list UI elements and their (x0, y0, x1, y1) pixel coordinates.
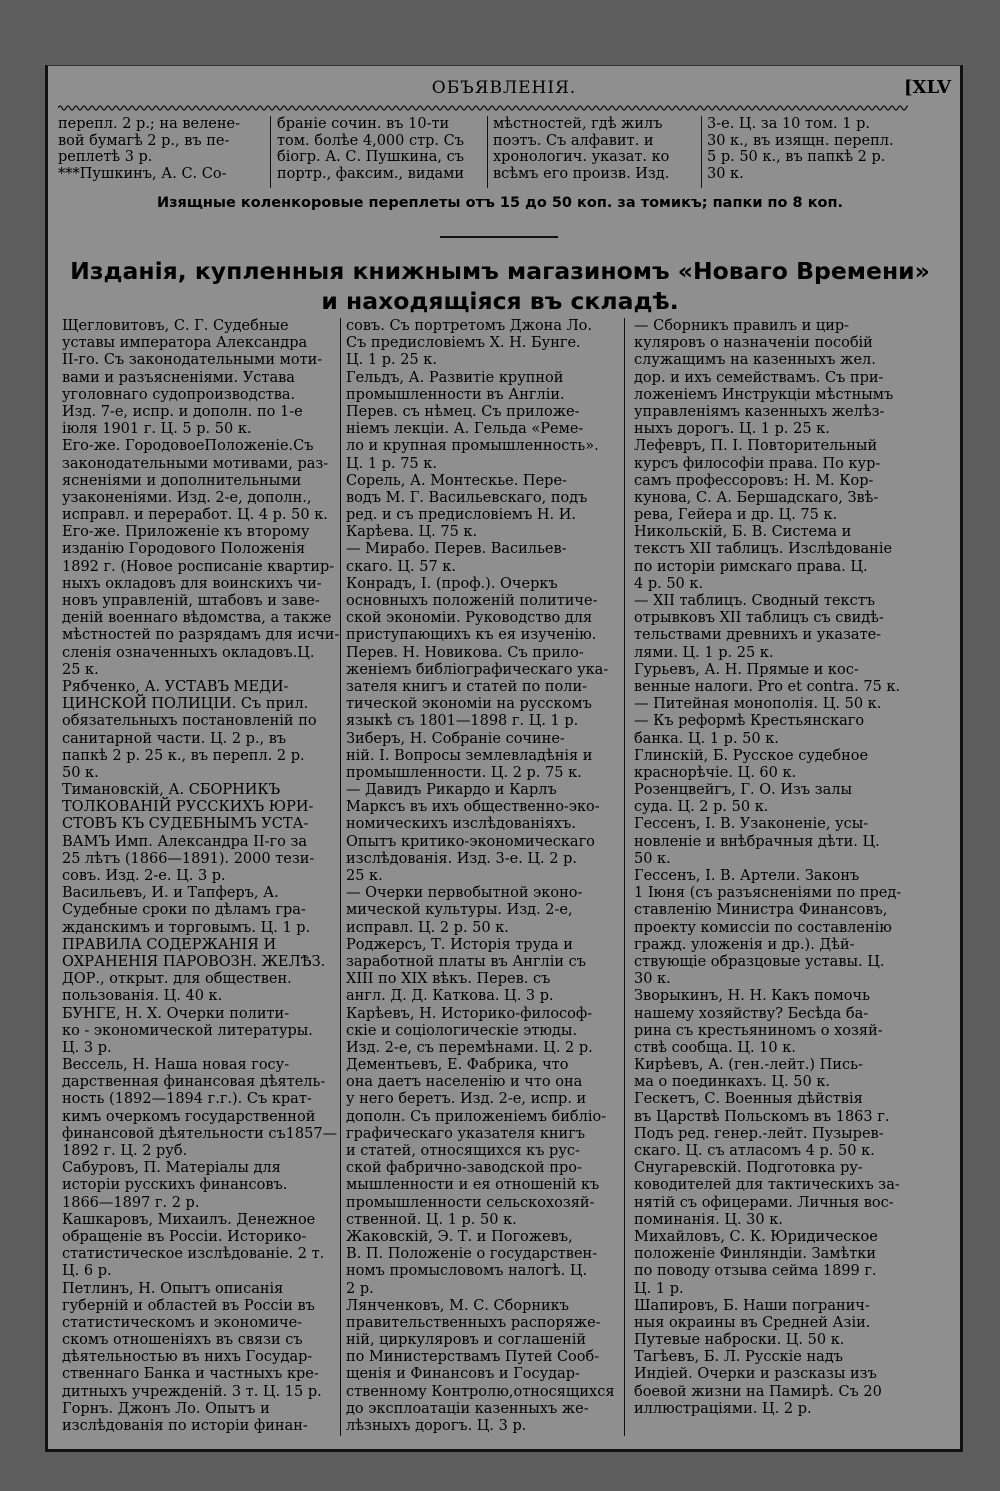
catalog-line: 1 Іюня (съ разъясненіями по пред- (634, 885, 902, 902)
catalog-line: — Давидъ Рикардо и Карлъ (346, 782, 557, 799)
running-head (45, 75, 963, 101)
catalog-line: папкѣ 2 р. 25 к., въ перепл. 2 р. (62, 747, 305, 764)
section-title (0, 256, 1000, 316)
catalog-line: изданію Городового Положенія (62, 541, 306, 558)
catalog-line: банка. Ц. 1 р. 50 к. (634, 730, 779, 747)
catalog-line: служащимъ на казенныхъ жел. (634, 352, 876, 369)
top-continuation-block (58, 116, 910, 188)
top-line: всѣмъ его произв. Изд. (493, 165, 670, 182)
catalog-line: положеніе Финляндіи. Замѣтки (634, 1246, 877, 1263)
catalog-line: она даетъ населенію и что она (346, 1074, 583, 1091)
catalog-line: ОХРАНЕНІЯ ПАРОВОЗН. ЖЕЛѢЗ. (62, 953, 326, 970)
catalog-column-2 (346, 318, 625, 1436)
catalog-line: законодательными мотивами, раз- (62, 455, 329, 472)
catalog-line: В. П. Положеніе о государствен- (346, 1246, 598, 1263)
catalog-line: обязательныхъ постановленій по (62, 713, 317, 730)
top-line: 3-е. Ц. за 10 том. 1 р. (707, 116, 870, 132)
catalog-line: текстъ XII таблицъ. Изслѣдованіе (634, 541, 893, 558)
catalog-line: по поводу отзыва сейма 1899 г. (634, 1263, 877, 1280)
catalog-line: — Сборникъ правилъ и цир- (634, 318, 850, 334)
catalog-line: 30 к. (634, 971, 671, 988)
catalog-line: ныя окраины въ Средней Азіи. (634, 1314, 871, 1331)
catalog-line: ководителей для тактическихъ за- (634, 1177, 900, 1194)
catalog-line: Щегловитовъ, С. Г. Судебные (62, 318, 289, 334)
catalog-line: совъ. Съ портретомъ Джона Ло. (346, 318, 593, 334)
catalog-line: Дементьевъ, Е. Фабрика, что (346, 1057, 569, 1074)
catalog-line: вами и разъясненіями. Устава (62, 369, 295, 386)
catalog-line: иллюстраціями. Ц. 2 р. (634, 1400, 812, 1417)
catalog-line: Путевые наброски. Ц. 50 к. (634, 1332, 845, 1349)
catalog-line: жданскимъ и торговымъ. Ц. 1 р. (62, 919, 311, 936)
catalog-line: Марксъ въ ихъ общественно-эко- (346, 799, 600, 816)
catalog-line: ской экономіи. Руководство для (346, 610, 593, 627)
catalog-line: ственной. Ц. 1 р. 50 к. (346, 1211, 517, 1228)
catalog-line: Индіей. Очерки и разсказы изъ (634, 1366, 877, 1383)
catalog-line: новленіе и внѣбрачныя дѣти. Ц. (634, 833, 880, 850)
catalog-line: Перев. съ нѣмец. Съ приложе- (346, 403, 580, 420)
catalog-line: ствующіе образцовые уставы. Ц. (634, 953, 885, 970)
catalog-line: Зиберъ, Н. Собраніе сочине- (346, 730, 565, 747)
catalog-line: Его-же. Приложеніе къ второму (62, 524, 310, 541)
catalog-line: правительственныхъ распоряже- (346, 1314, 601, 1331)
catalog-line: управленіямъ казенныхъ желѣз- (634, 403, 885, 420)
catalog-line: іюля 1901 г. Ц. 5 р. 50 к. (62, 421, 252, 438)
catalog-line: Подъ ред. генер.-лейт. Пузырев- (634, 1125, 884, 1142)
top-line: портр., факсим., видами (277, 165, 465, 182)
catalog-line: Роджерсъ, Т. Исторія труда и (346, 936, 573, 953)
catalog-line: Шапировъ, Б. Наши погранич- (634, 1297, 870, 1314)
catalog-line: кимъ очеркомъ государственной (62, 1108, 316, 1125)
catalog-line: санитарной части. Ц. 2 р., въ (62, 730, 287, 747)
top-line: ***Пушкинъ, А. С. Со- (58, 165, 227, 182)
top-line: біогр. А. С. Пушкина, съ (277, 149, 464, 165)
catalog-line: боевой жизни на Памирѣ. Съ 20 (634, 1383, 882, 1400)
catalog-line: исторіи русскихъ финансовъ. (62, 1177, 288, 1194)
catalog-line: — Къ реформѣ Крестьянскаго (634, 713, 865, 730)
catalog-line: ло и крупная промышленность». (346, 438, 599, 455)
catalog-line: Зворыкинъ, Н. Н. Какъ помочь (634, 988, 870, 1005)
catalog-line: приступающихъ къ ея изученію. (346, 627, 597, 644)
catalog-line: мѣстностей по разрядамъ для исчи- (62, 627, 340, 644)
catalog-line: Гессенъ, I. В. Узаконеніе, усы- (634, 816, 869, 833)
catalog-line: дитныхъ учрежденій. 3 т. Ц. 15 р. (62, 1383, 322, 1400)
catalog-line: щенія и Финансовъ и Государ- (346, 1366, 580, 1383)
catalog-line: дополн. Съ приложеніемъ библіо- (346, 1108, 607, 1125)
catalog-line: лѣзныхъ дорогъ. Ц. 3 р. (346, 1418, 527, 1434)
catalog-line: ложеніемъ Инструкціи мѣстнымъ (634, 386, 894, 403)
catalog-line: Ц. 6 р. (62, 1263, 112, 1280)
catalog-line: дор. и ихъ семействамъ. Съ при- (634, 369, 884, 386)
catalog-line: Гельдъ, А. Развитіе крупной (346, 369, 564, 386)
catalog-line: дѣятельностью въ нихъ Государ- (62, 1349, 313, 1366)
catalog-line: новъ управленій, штабовъ и заве- (62, 593, 320, 609)
catalog-line: ніемъ лекціи. А. Гельда «Реме- (346, 421, 584, 438)
catalog-line: отрывковъ XII таблицъ съ свидѣ- (634, 610, 884, 627)
catalog-line: промышленности. Ц. 2 р. 75 к. (346, 764, 582, 781)
catalog-line: мической культуры. Изд. 2-е, (346, 902, 573, 919)
catalog-line: женіемъ библіографическаго ука- (346, 661, 609, 678)
top-line: том. болѣе 4,000 стр. Съ (277, 132, 464, 149)
catalog-line: самъ профессоровъ: Н. М. Кор- (634, 472, 874, 489)
catalog-line: 50 к. (634, 850, 671, 867)
catalog-line: скіе и соціологическіе этюды. (346, 1022, 578, 1039)
catalog-line: ставленію Министра Финансовъ, (634, 902, 888, 919)
catalog-line: зателя книгъ и статей по поли- (346, 678, 588, 695)
catalog-line: промышленности сельскохозяй- (346, 1194, 595, 1211)
catalog-line: ТОЛКОВАНІЙ РУССКИХЪ ЮРИ- (62, 799, 314, 816)
catalog-line: — XII таблицъ. Сводный текстъ (634, 593, 875, 609)
catalog-line: ній, циркуляровъ и соглашеній (346, 1332, 587, 1349)
top-line: поэтъ. Съ алфавит. и (493, 132, 654, 149)
catalog-line: ЦИНСКОЙ ПОЛИЦІИ. Съ прил. (62, 696, 309, 713)
catalog-line: скаго. Ц. съ атласомъ 4 р. 50 к. (634, 1143, 875, 1159)
catalog-line: основныхъ положеній политиче- (346, 593, 598, 609)
catalog-line: деній военнаго вѣдомства, а также (62, 610, 332, 627)
catalog-line: Вессель, Н. Наша новая госу- (62, 1057, 290, 1074)
catalog-line: СТОВЪ КЪ СУДЕБНЫМЪ УСТА- (62, 816, 309, 833)
top-line: 30 к., въ изящн. перепл. (707, 132, 894, 149)
catalog-line: краснорѣчіе. Ц. 60 к. (634, 764, 797, 781)
catalog-line: XIII по XIX вѣкъ. Перев. съ (346, 971, 551, 988)
catalog-line: лями. Ц. 1 р. 25 к. (634, 644, 774, 661)
catalog-line: узаконеніями. Изд. 2-е, дополн., (62, 489, 312, 506)
catalog-line: пользованія. Ц. 40 к. (62, 988, 223, 1005)
catalog-line: ред. и съ предисловіемъ Н. И. (346, 507, 577, 524)
page-number: [XLV (904, 77, 951, 98)
catalog-line: 1892 г. (Новое росписаніе квартир- (62, 558, 335, 575)
catalog-line: языкѣ съ 1801—1898 г. Ц. 1 р. (346, 713, 579, 730)
catalog-line: финансовой дѣятельности съ1857— (62, 1125, 338, 1142)
catalog-line: ныхъ дорогъ. Ц. 1 р. 25 к. (634, 421, 830, 438)
catalog-line: сленія означенныхъ окладовъ.Ц. (62, 644, 315, 661)
catalog-line: Перев. Н. Новикова. Съ прило- (346, 644, 584, 661)
catalog-line: номическихъ изслѣдованіяхъ. (346, 816, 576, 833)
catalog-line: Жаковскій, Э. Т. и Погожевъ, (346, 1228, 573, 1245)
catalog-line: номъ промысловомъ налогѣ. Ц. (346, 1263, 588, 1280)
catalog-line: Судебные сроки по дѣламъ гра- (62, 902, 306, 919)
catalog-line: гражд. уложенія и др.). Дѣй- (634, 936, 855, 953)
catalog-line: кунова, С. А. Бершадскаго, Звѣ- (634, 489, 879, 506)
catalog-line: Сорель, А. Монтескье. Пере- (346, 472, 567, 489)
top-column-1 (58, 116, 271, 188)
catalog-line: обращеніе въ Россіи. Историко- (62, 1228, 307, 1245)
catalog-line: Кашкаровъ, Михаилъ. Денежное (62, 1211, 316, 1228)
top-column-4 (704, 116, 913, 188)
catalog-line: въ Царствѣ Польскомъ въ 1863 г. (634, 1108, 890, 1125)
catalog-line: дарственная финансовая дѣятель- (62, 1074, 326, 1091)
catalog-column-3 (634, 318, 912, 1436)
catalog-line: заработной платы въ Англіи съ (346, 953, 587, 970)
catalog-line: ность (1892—1894 г.г.). Съ крат- (62, 1091, 312, 1108)
catalog-line: ныхъ окладовъ для воинскихъ чи- (62, 575, 322, 592)
catalog-line: у него беретъ. Изд. 2-е, испр. и (346, 1091, 587, 1108)
catalog-line: Карѣева. Ц. 75 к. (346, 524, 478, 541)
catalog-line: Горнъ. Джонъ Ло. Опытъ и (62, 1400, 270, 1417)
catalog-line: нашему хозяйству? Бесѣда ба- (634, 1005, 869, 1022)
wavy-rule (58, 103, 908, 113)
section-divider (440, 236, 558, 238)
catalog-line: Карѣевъ, Н. Историко-философ- (346, 1005, 593, 1022)
catalog-line: 50 к. (62, 764, 99, 781)
catalog-line: 25 к. (62, 661, 99, 678)
catalog-line: Конрадъ, I. (проф.). Очеркъ (346, 575, 558, 592)
catalog-line: ясненіями и дополнительными (62, 472, 302, 489)
catalog-line: курсъ философіи права. По кур- (634, 455, 881, 472)
catalog-line: ствѣ сообща. Ц. 10 к. (634, 1039, 796, 1056)
catalog-line: 2 р. (346, 1280, 374, 1297)
catalog-line: Лефевръ, П. I. Повторительный (634, 438, 878, 455)
catalog-line: статистическомъ и экономиче- (62, 1314, 303, 1331)
catalog-line: Лянченковъ, М. С. Сборникъ (346, 1297, 569, 1314)
catalog-line: изслѣдованія. Изд. 3-е. Ц. 2 р. (346, 850, 577, 867)
catalog-line: венные налоги. Pro et contra. 75 к. (634, 678, 901, 695)
catalog-line: графическаго указателя книгъ (346, 1125, 586, 1142)
catalog-line: статистическое изслѣдованіе. 2 т. (62, 1246, 325, 1263)
catalog-line: по Министерствамъ Путей Сооб- (346, 1349, 600, 1366)
catalog-line: ВАМЪ Имп. Александра II-го за (62, 833, 307, 850)
catalog-line: проекту комиссіи по составленію (634, 919, 892, 936)
catalog-line: ственнаго Банка и частныхъ кре- (62, 1366, 319, 1383)
top-line: 5 р. 50 к., въ папкѣ 2 р. (707, 149, 886, 165)
catalog-line: Глинскій, Б. Русское судебное (634, 747, 869, 764)
catalog-line: Гескетъ, С. Военныя дѣйствія (634, 1091, 863, 1108)
catalog-line: Ц. 1 р. 25 к. (346, 352, 437, 369)
catalog-line: ПРАВИЛА СОДЕРЖАНІЯ И (62, 936, 277, 953)
catalog-line: рева, Гейера и др. Ц. 75 к. (634, 507, 838, 524)
catalog-line: 1866—1897 г. 2 р. (62, 1194, 200, 1211)
catalog-columns (62, 318, 912, 1438)
catalog-line: Никольскій, Б. В. Система и (634, 524, 852, 541)
catalog-line: Ц. 3 р. (62, 1039, 112, 1056)
catalog-line: уголовнаго судопроизводства. (62, 386, 296, 403)
catalog-line: промышленности въ Англіи. (346, 386, 565, 403)
top-line: хронологич. указат. ко (493, 149, 670, 165)
section-title-line-2: и находящіяся въ складѣ. (321, 287, 679, 315)
top-column-3 (490, 116, 702, 188)
catalog-line: — Мирабо. Перев. Васильев- (346, 541, 567, 558)
top-line: реплетѣ 3 р. (58, 149, 153, 165)
catalog-line: 1892 г. Ц. 2 руб. (62, 1143, 188, 1159)
catalog-line: Тимановскій, А. СБОРНИКЪ (62, 782, 281, 799)
catalog-line: скаго. Ц. 57 к. (346, 558, 456, 575)
catalog-column-1 (62, 318, 341, 1436)
catalog-line: БУНГЕ, Н. Х. Очерки полити- (62, 1005, 290, 1022)
top-line: вой бумагѣ 2 р., въ пе- (58, 132, 230, 149)
catalog-line: Гессенъ, I. В. Артели. Законъ (634, 868, 860, 884)
catalog-line: Ц. 1 р. (634, 1280, 684, 1297)
catalog-line: водъ М. Г. Васильевскаго, подъ (346, 489, 588, 506)
catalog-line: куляровъ о назначеніи пособій (634, 335, 873, 352)
catalog-line: Петлинъ, Н. Опытъ описанія (62, 1280, 284, 1297)
catalog-line: ній. I. Вопросы землевладѣнія и (346, 747, 593, 764)
catalog-line: Снугаревскій. Подготовка ру- (634, 1160, 863, 1177)
catalog-line: ко - экономической литературы. (62, 1022, 313, 1039)
catalog-line: уставы императора Александра (62, 335, 308, 352)
catalog-line: Кирѣевъ, А. (ген.-лейт.) Пись- (634, 1057, 863, 1074)
catalog-line: 25 лѣтъ (1866—1891). 2000 тези- (62, 850, 315, 867)
catalog-line: Тагѣевъ, Б. Л. Русскіе надъ (634, 1349, 843, 1366)
catalog-line: Изд. 7-е, испр. и дополн. по 1-е (62, 403, 303, 420)
catalog-line: мышленности и ея отношеній къ (346, 1177, 600, 1194)
catalog-line: суда. Ц. 2 р. 50 к. (634, 799, 769, 816)
catalog-line: 4 р. 50 к. (634, 575, 704, 592)
catalog-line: совъ. Изд. 2-е. Ц. 3 р. (62, 868, 226, 884)
catalog-line: рина съ крестьяниномъ о хозяй- (634, 1022, 883, 1039)
catalog-line: Рябченко, А. УСТАВЪ МЕДИ- (62, 678, 289, 695)
top-line: браніе сочин. въ 10-ти (277, 116, 450, 132)
catalog-line: до эксплоатаціи казенныхъ же- (346, 1400, 589, 1417)
catalog-line: нятій съ офицерами. Личныя вос- (634, 1194, 894, 1211)
top-line: мѣстностей, гдѣ жилъ (493, 116, 663, 132)
catalog-line: II-го. Съ законодательными моти- (62, 352, 323, 369)
binding-notice: Изящные коленкоровые переплеты отъ 15 до 50 коп. за томикъ; папки по 8 коп. (156, 195, 844, 211)
catalog-line: ственному Контролю,относящихся (346, 1383, 615, 1400)
catalog-line: ской фабрично-заводской про- (346, 1160, 582, 1177)
catalog-line: Васильевъ, И. и Тапферъ, А. (62, 885, 279, 902)
top-line: 30 к. (707, 165, 744, 182)
catalog-line: скомъ отношеніяхъ въ связи съ (62, 1332, 303, 1349)
catalog-line: — Очерки первобытной эконо- (346, 885, 583, 902)
catalog-line: ма о поединкахъ. Ц. 50 к. (634, 1074, 831, 1091)
catalog-line: Его-же. ГородовоеПоложеніе.Съ (62, 438, 314, 455)
catalog-line: Съ предисловіемъ Х. Н. Бунге. (346, 335, 581, 352)
top-line: перепл. 2 р.; на веленe- (58, 116, 241, 132)
catalog-line: Гурьевъ, А. Н. Прямые и кос- (634, 661, 859, 678)
top-column-2 (274, 116, 488, 188)
catalog-line: изслѣдованія по исторіи финан- (62, 1418, 308, 1434)
catalog-line: Опытъ критико-экономическаго (346, 833, 595, 850)
catalog-line: Изд. 2-е, съ перемѣнами. Ц. 2 р. (346, 1039, 593, 1056)
catalog-line: Ц. 1 р. 75 к. (346, 455, 437, 472)
section-title-line-1: Изданія, купленныя книжнымъ магазиномъ «Новаго Времени» (70, 257, 930, 285)
catalog-line: губерній и областей въ Россіи въ (62, 1297, 315, 1314)
catalog-line: Михайловъ, С. К. Юридическое (634, 1228, 878, 1245)
catalog-line: и статей, относящихся къ рус- (346, 1143, 580, 1159)
catalog-line: тельствами древнихъ и указате- (634, 627, 882, 644)
catalog-line: 25 к. (346, 868, 383, 884)
catalog-line: — Питейная монополія. Ц. 50 к. (634, 696, 882, 713)
running-head-title: ОБЪЯВЛЕНІЯ. (431, 78, 577, 98)
catalog-line: Розенцвейгъ, Г. О. Изъ залы (634, 782, 853, 799)
catalog-line: англ. Д. Д. Каткова. Ц. 3 р. (346, 988, 554, 1005)
catalog-line: поминанія. Ц. 30 к. (634, 1211, 783, 1228)
catalog-line: ДОР., открыт. для обществен. (62, 971, 292, 988)
catalog-line: исправл. Ц. 2 р. 50 к. (346, 919, 509, 936)
catalog-line: по исторіи римскаго права. Ц. (634, 558, 868, 575)
catalog-line: исправл. и переработ. Ц. 4 р. 50 к. (62, 507, 328, 524)
catalog-line: Сабуровъ, П. Матеріалы для (62, 1160, 281, 1177)
catalog-line: тической экономіи на русскомъ (346, 696, 592, 713)
